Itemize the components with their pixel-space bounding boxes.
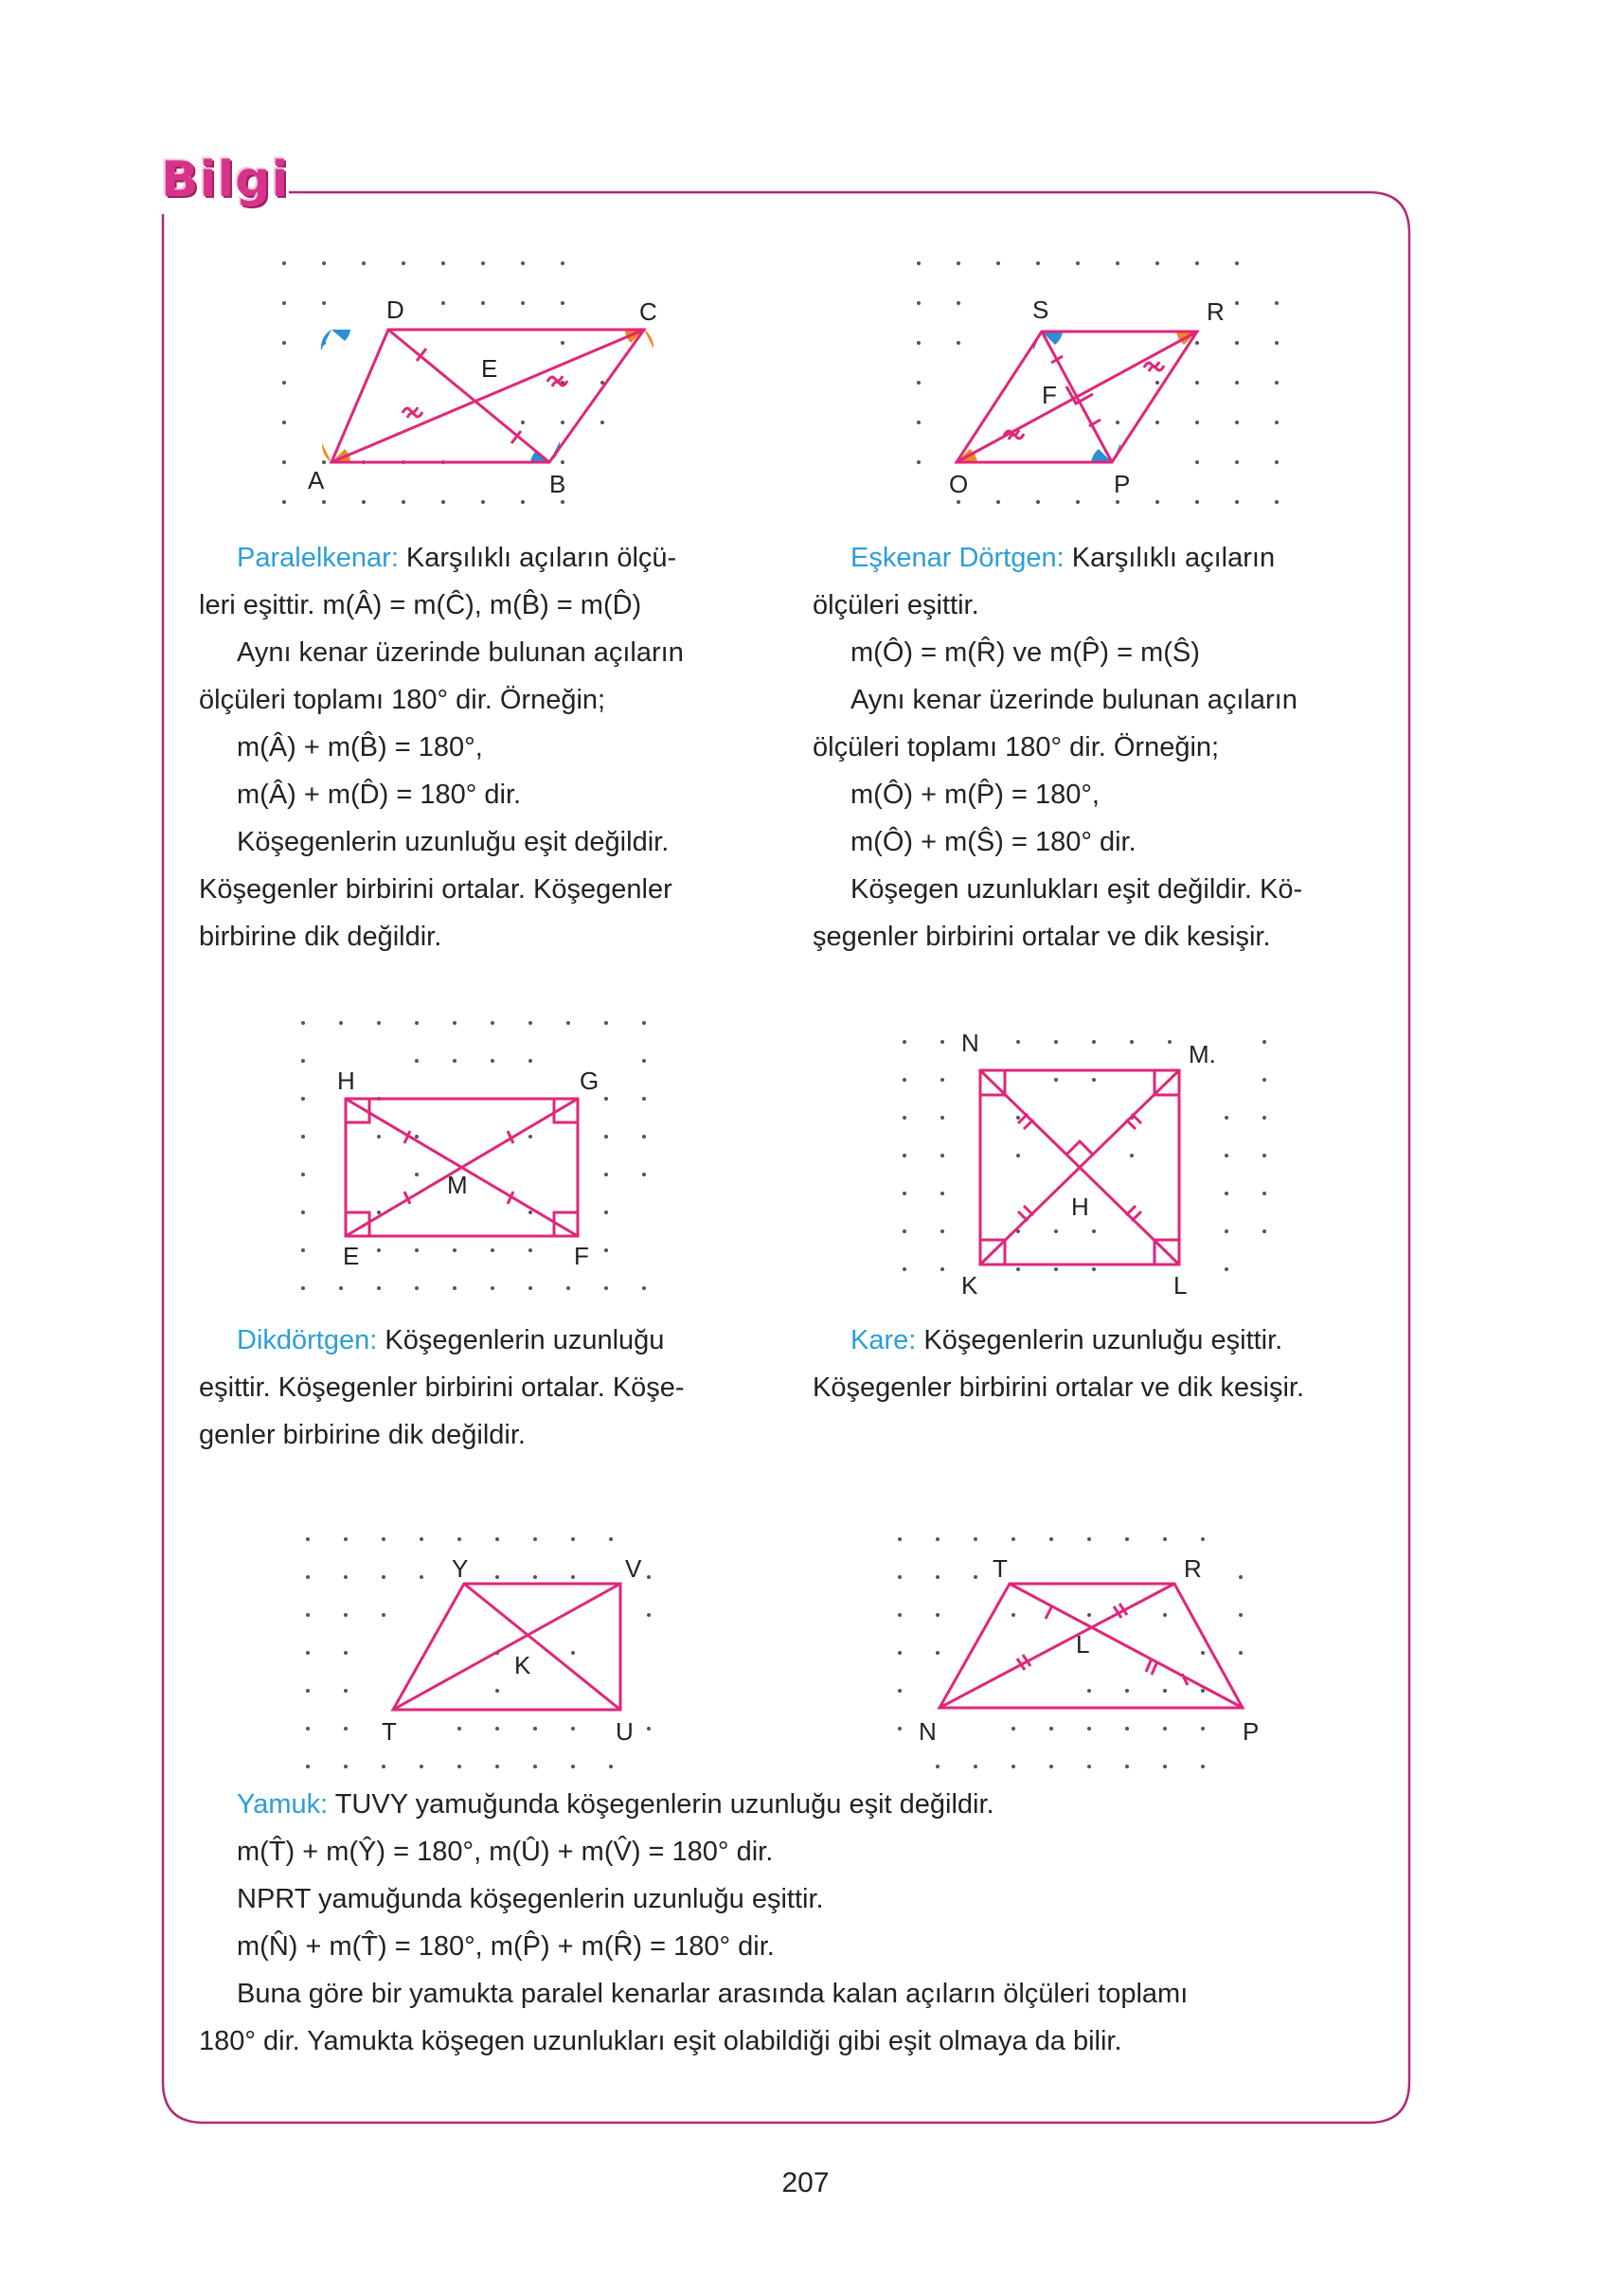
label-n: N [961,1029,979,1057]
label-h: H [1071,1193,1089,1221]
label-t: T [993,1554,1008,1583]
label-c: C [639,297,657,326]
label-d: D [386,296,404,324]
label-f: F [574,1242,589,1270]
label-e: E [343,1242,360,1270]
parallelogram-text: Paralelkenar: Karşılıklı açıların ölçü- leri eşittir. m(Â) = m(Ĉ), m(B̂) = m(D̂) Aynı kenar üzerinde bulunan açıların ölçüleri toplamı 180° dir. Örneğin; m(Â) + m(B̂) = 180°, m(Â) + m(D̂) = 180° dir. Köşegenlerin uzunluğu eşit değildir. Köşegenler birbirini ortalar. Köşegenler birbirine dik değildir. [199,543,684,952]
square-text: Kare: Köşegenlerin uzunluğu eşittir. Köşegenler birbirini ortalar ve dik kesişir. [813,1325,1304,1403]
page-number: 207 [781,2167,830,2198]
label-s: S [1032,296,1049,324]
label-k: K [514,1651,531,1679]
term-kare: Kare: [850,1325,917,1355]
label-r: R [1184,1554,1202,1583]
label-m: M [447,1171,468,1199]
label-e: E [481,354,498,383]
label-v: V [625,1554,642,1583]
label-t: T [382,1717,397,1746]
rectangle-figure [284,1004,682,1317]
label-k: K [961,1271,978,1300]
trapezoid-text: Yamuk: TUVY yamuğunda köşegenlerin uzunluğu eşit değildir. m(T̂) + m(Ŷ) = 180°, m(Û) + m(V̂) = 180° dir. NPRT yamuğunda köşegenlerin uzunluğu eşittir. m(N̂) + m(T̂) = 180°, m(P̂) + m(R̂) = 180° dir. Buna göre bir yamukta paralel kenarlar arasında kalan açıların ölçüleri toplamı 180° dir. Yamukta köşegen uzunlukları eşit olabildiği gibi eşit olmaya da bilir. [199,1789,1189,2056]
label-h: H [337,1067,355,1095]
label-y: Y [452,1554,469,1583]
label-g: G [580,1067,600,1095]
parallelogram-figure [246,244,682,519]
term-yamuk: Yamuk: [237,1789,329,1820]
label-p: P [1114,470,1131,498]
label-p: P [1243,1717,1260,1746]
rhombus-text: Eşkenar Dörtgen: Karşılıklı açıların ölçüleri eşittir. m(Ô) = m(R̂) ve m(P̂) = m(Ŝ) Aynı kenar üzerinde bulunan açıların ölçüleri toplamı 180° dir. Örneğin; m(Ô) + m(P̂) = 180°, m(Ô) + m(Ŝ) = 180° dir. Köşegen uzunlukları eşit değildir. Kö- şegenler birbirini ortalar ve dik kesişir. [813,543,1303,952]
rectangle-text: Dikdörtgen: Köşegenlerin uzunluğu eşittir. Köşegenler birbirini ortalar. Köşe- genler birbirine dik değildir. [199,1325,685,1450]
label-u: U [616,1717,634,1746]
trapezoid-nprt-figure [890,1520,1288,1776]
label-m: M. [1189,1040,1216,1068]
dot-grid [306,1537,651,1768]
term-paralelkenar: Paralelkenar: [237,543,399,573]
label-o: O [949,470,969,498]
label-f: F [1042,381,1057,409]
square-figure [886,1004,1293,1317]
dot-grid [903,1040,1266,1271]
trapezoid-tuvy-figure [298,1520,677,1776]
term-dikdortgen: Dikdörtgen: [237,1325,378,1355]
label-l: L [1076,1630,1090,1659]
label-b: B [549,470,566,498]
term-eskenar-dortgen: Eşkenar Dörtgen: [850,543,1065,573]
label-r: R [1207,297,1225,326]
label-n: N [919,1717,937,1746]
label-l: L [1173,1271,1188,1300]
label-a: A [308,466,325,494]
rhombus-figure [890,244,1298,519]
bilgi-header-title: Bilgi [161,152,290,208]
